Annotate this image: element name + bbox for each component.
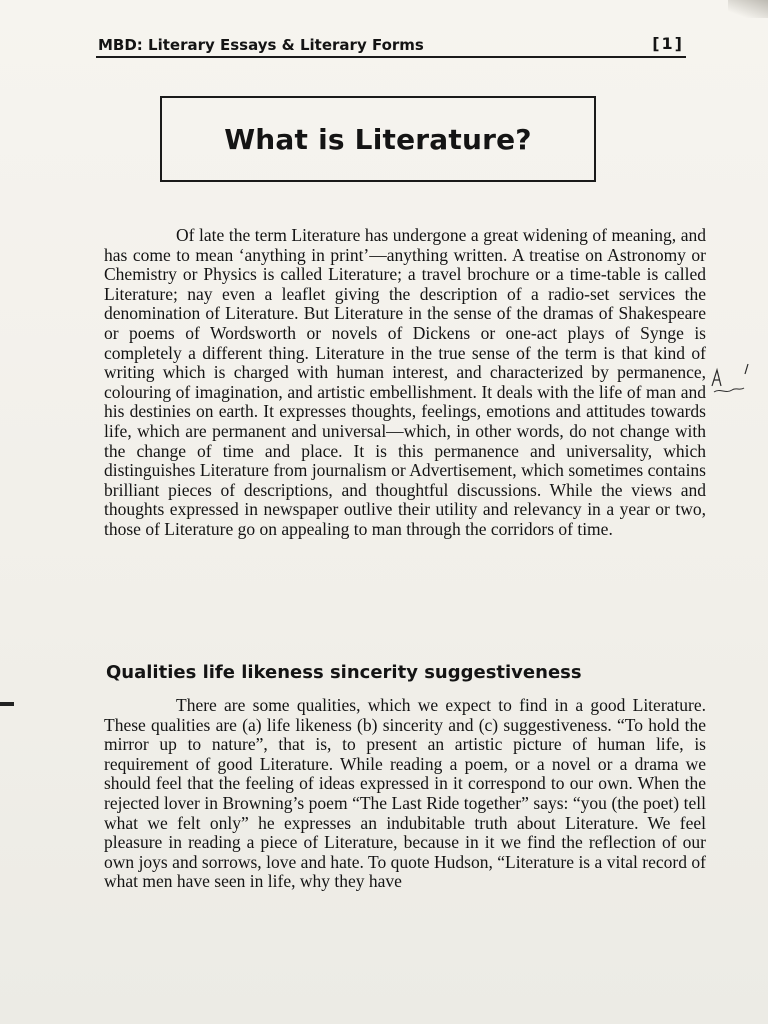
page-number: [1] <box>652 34 684 53</box>
binding-edge-mark-icon <box>0 697 18 711</box>
chapter-title: What is Literature? <box>224 122 532 156</box>
section-heading: Qualities life likeness sincerity suggestiveness <box>106 662 582 683</box>
running-header <box>96 32 686 58</box>
paragraph-qualities: There are some qualities, which we expect to find in a good Literature. These qualities are (a) life likeness (b) sincerity and (c) suggestiveness. “To hold the mirror up to nature”, that is, to present an artistic picture of human life, is requirement of good Literature. While reading a poem, or a novel or a drama we should feel that the feeling of ideas expressed in it correspond to our own. When the rejected lover in Browning’s poem “The Last Ride together” says: “you (the poet) tell what we felt only” he expresses an indubitable truth about Literature. We feel pleasure in reading a piece of Literature, because in it we find the reflection of our own joys and sorrows, love and hate. To quote Hudson, “Literature is a vital record of what men have seen in life, why they have <box>104 695 706 892</box>
handwritten-margin-note-icon <box>708 360 754 396</box>
paragraph-definition: Of late the term Literature has undergone a great widening of meaning, and has come to mean ‘anything in print’—anything written. A treatise on Astronomy or Chemistry or Physics is called Literature; a travel brochure or a time-table is called Literature; nay even a leaflet giving the description of a radio-set services the denomination of Literature. But Literature in the sense of the dramas of Shakespeare or poems of Wordsworth or novels of Dickens or one-act plays of Synge is completely a different thing. Literature in the true sense of the term is that kind of writing which is charged with human interest, and characterized by permanence, colouring of imagination, and artistic embellishment. It deals with the life of man and his destinies on earth. It expresses thoughts, feelings, emotions and attitudes towards life, which are permanent and universal—which, in other words, do not change with the change of time and place. It is this permanence and universality, which distinguishes Literature from journalism or Advertisement, which sometimes contains brilliant pieces of descriptions, and thoughtful discussions. While the views and thoughts expressed in newspaper outlive their utility and relevancy in a year or two, those of Literature go on appealing to man through the corridors of time. <box>104 225 706 539</box>
page-corner-shadow <box>728 0 768 18</box>
chapter-title-box <box>160 96 596 182</box>
running-title: MBD: Literary Essays & Literary Forms <box>98 36 424 54</box>
